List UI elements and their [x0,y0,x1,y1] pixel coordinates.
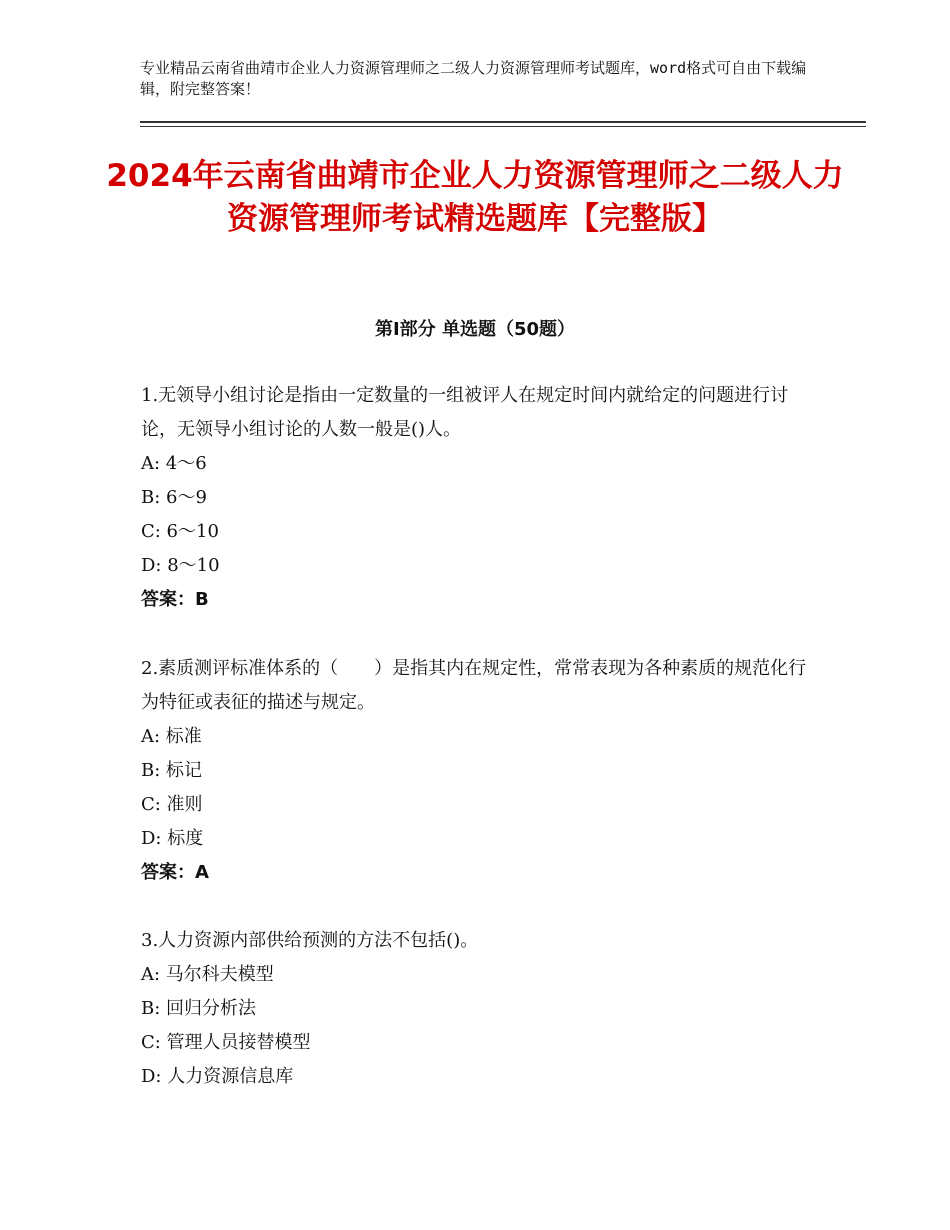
option-b: B: 标记 [141,760,203,781]
answer-line: 答案：A [141,862,209,883]
question-text: 3.人力资源内部供给预测的方法不包括()。 [141,930,479,951]
option-b: B: 6～9 [141,487,207,508]
option-b: B: 回归分析法 [141,998,257,1019]
option-a: A: 马尔科夫模型 [141,964,274,985]
option-d: D: 人力资源信息库 [141,1066,294,1087]
header-note: 专业精品云南省曲靖市企业人力资源管理师之二级人力资源管理师考试题库，word格式可自由下载编辑，附完整答案！ [140,59,807,98]
option-c: C: 管理人员接替模型 [141,1032,311,1053]
option-a: A: 标准 [141,726,202,747]
option-a: A: 4～6 [141,453,207,474]
question-text: 2.素质测评标准体系的（ ）是指其内在规定性，常常表现为各种素质的规范化行为特征或表征的描述与规定。 [141,658,807,713]
question-1 [141,379,811,617]
header-divider-thick [140,121,866,123]
option-c: C: 准则 [141,794,203,815]
question-text: 1.无领导小组讨论是指由一定数量的一组被评人在规定时间内就给定的问题进行讨论，无领导小组讨论的人数一般是()人。 [141,385,789,440]
question-3 [141,924,811,1094]
answer-line: 答案：B [141,589,209,610]
option-c: C: 6～10 [141,521,219,542]
option-d: D: 8～10 [141,555,220,576]
question-2 [141,652,811,890]
option-d: D: 标度 [141,828,204,849]
header-divider-thin [140,126,866,127]
section-heading: 第Ⅰ部分 单选题（50题） [374,319,575,340]
document-title: 2024年云南省曲靖市企业人力资源管理师之二级人力资源管理师考试精选题库【完整版】 [106,158,844,237]
